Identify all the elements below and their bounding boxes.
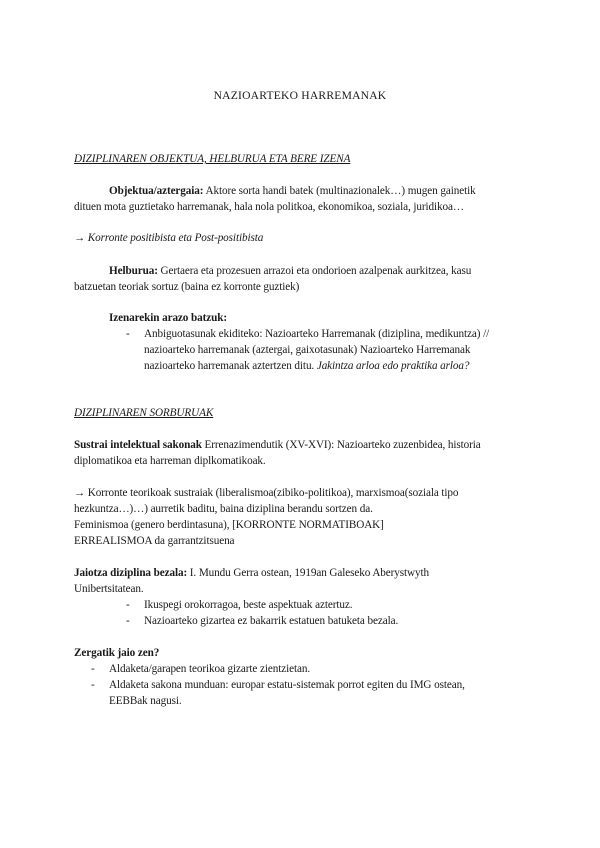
jaiotza-label: Jaiotza diziplina bezala: bbox=[74, 567, 188, 579]
korronte-line1: → Korronte teorikoak sustraiak (liberalismoa(zibiko-politikoa), marxismoa(soziala tipo bbox=[74, 487, 459, 499]
jaiotza-paragraph-line2: Unibertsitatean. bbox=[74, 583, 144, 595]
objektua-text: Aktore sorta handi batek (multinazionalek…) mugen gainetik bbox=[203, 185, 476, 197]
jaiotza-paragraph-line1 bbox=[74, 565, 429, 581]
list-dash: - bbox=[126, 615, 130, 627]
list-dash: - bbox=[91, 663, 95, 675]
sustrai-paragraph-line1 bbox=[74, 437, 481, 453]
list-item: Aldaketa/garapen teorikoa gizarte zientzietan. bbox=[109, 663, 311, 675]
list-dash: - bbox=[91, 679, 95, 691]
korronte-line3: Feminismoa (genero berdintasuna), [KORRONTE NORMATIBOAK] bbox=[74, 519, 384, 531]
izena-item-line3: nazioarteko harremanak aztertzen ditu. Jakintza arloa edo praktika arloa? bbox=[144, 360, 470, 372]
list-item: Aldaketa sakona munduan: europar estatu-sistemak porrot egiten du IMG ostean, bbox=[109, 679, 465, 691]
zergatik-heading: Zergatik jaio zen? bbox=[74, 647, 160, 659]
korronte-positibista-line: → Korronte positibista eta Post-positibista bbox=[74, 232, 264, 244]
page-title: NAZIOARTEKO HARREMANAK bbox=[213, 89, 387, 102]
helburua-paragraph-line2: batzuetan teoriak sortuz (baina ez korronte guztiek) bbox=[74, 281, 300, 293]
izena-item-line1: Anbiguotasunak ekiditeko: Nazioarteko Harremanak (diziplina, medikuntza) // bbox=[144, 328, 490, 340]
objektua-paragraph-line1 bbox=[109, 183, 476, 199]
list-item: Nazioarteko gizartea ez bakarrik estatuen batuketa bezala. bbox=[144, 615, 399, 627]
helburua-text: Gertaera eta prozesuen arrazoi eta ondorioen azalpenak aurkitzea, kasu bbox=[157, 265, 472, 277]
jaiotza-text: I. Mundu Gerra ostean, 1919an Galeseko Aberystwyth bbox=[187, 567, 430, 579]
izena-heading: Izenarekin arazo batzuk: bbox=[109, 312, 227, 324]
helburua-paragraph-line1 bbox=[109, 263, 471, 279]
list-dash: - bbox=[126, 328, 130, 340]
sustrai-paragraph-line2: diplomatikoa eta harreman diplkomatikoak. bbox=[74, 455, 266, 467]
korronte-line2: hezkuntza…)…) aurretik baditu, baina diziplina berandu sortzen da. bbox=[74, 503, 373, 515]
list-dash: - bbox=[126, 599, 130, 611]
helburua-label: Helburua: bbox=[109, 265, 158, 277]
jakintza-question: Jakintza arloa edo praktika arloa? bbox=[316, 360, 470, 372]
list-item-continuation: EEBBak nagusi. bbox=[109, 695, 182, 707]
objektua-paragraph-line2: dituen mota guztietako harremanak, hala nola politkoa, ekonomikoa, soziala, juridikoa… bbox=[74, 201, 464, 213]
section-heading-objektua: DIZIPLINAREN OBJEKTUA, HELBURUA ETA BERE IZENA bbox=[74, 153, 351, 165]
sustrai-text: Errenazimendutik (XV-XVI): Nazioarteko zuzenbidea, historia bbox=[201, 439, 481, 451]
section-heading-sorburuak: DIZIPLINAREN SORBURUAK bbox=[74, 407, 214, 419]
list-item: Ikuspegi orokorragoa, beste aspektuak aztertuz. bbox=[144, 599, 353, 611]
korronte-line4: ERREALISMOA da garrantzitsuena bbox=[74, 535, 235, 547]
izena-item-line2: nazioarteko harremanak (aztergai, gaixotasunak) Nazioarteko Harremanak bbox=[144, 344, 471, 356]
sustrai-label: Sustrai intelektual sakonak bbox=[74, 439, 202, 451]
objektua-label: Objektua/aztergaia: bbox=[109, 185, 204, 197]
